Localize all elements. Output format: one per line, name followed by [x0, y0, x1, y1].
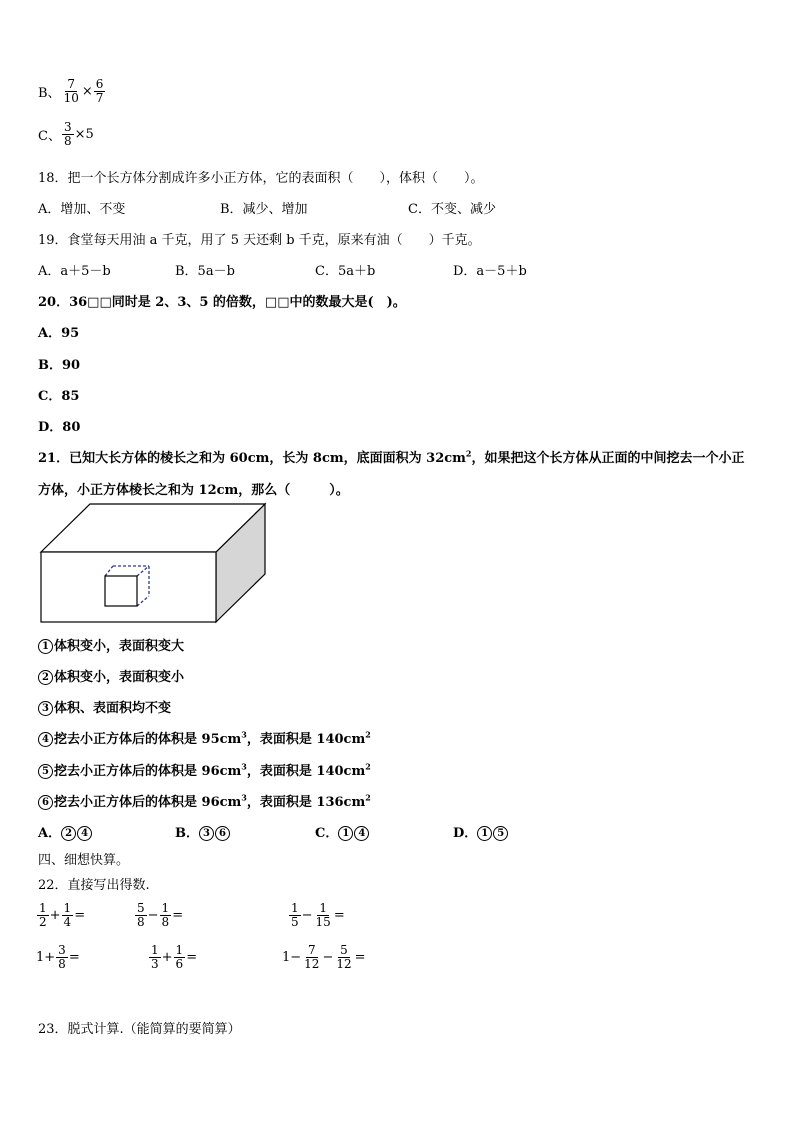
- q19-option-b[interactable]: B．5a－b: [175, 264, 235, 279]
- q18-option-a[interactable]: A．增加、不变: [38, 202, 126, 217]
- q22-title: 22．直接写出得数.: [38, 878, 150, 893]
- circled-number: 1: [38, 639, 53, 654]
- q19-option-d[interactable]: D．a－5＋b: [453, 264, 527, 279]
- q21-cuboid-figure: [36, 500, 272, 626]
- q21-statement-4: 4 挖去小正方体后的体积是 $95cm^3$，表面积是 $140cm^2$: [38, 728, 371, 747]
- circled-number: 5: [38, 764, 53, 779]
- q21-text-line1: 21．已知大长方体的棱长之和为 60cm，长为 8cm，底面面积为 $32cm^2$，如果把这个长方体从正面的中间挖去一个小正: [38, 448, 745, 466]
- q21-option-a[interactable]: A． 2 4: [38, 822, 93, 841]
- circled-number: 2: [38, 670, 53, 685]
- q22-expr-1: $\frac{1}{2}$ + $\frac{1}{4}$ =: [39, 901, 86, 929]
- section-heading: 四、细想快算。: [38, 853, 130, 868]
- q21-statement-5: 5 挖去小正方体后的体积是 $96cm^3$，表面积是 $140cm^2$: [38, 760, 371, 779]
- q19-option-c[interactable]: C．5a＋b: [315, 264, 376, 279]
- q21-statement-3: 3 体积、表面积均不变: [38, 697, 171, 716]
- q22-expr-5: $\frac{1}{3}$ + $\frac{1}{6}$ =: [151, 943, 198, 971]
- q20-option-c[interactable]: C．85: [38, 389, 80, 404]
- q21-option-b[interactable]: B． 3 6: [175, 822, 231, 841]
- q18-option-c[interactable]: C．不变、减少: [408, 202, 496, 217]
- q17-option-b-label: B、: [38, 86, 61, 101]
- q22-expr-6: 1− $\frac{7}{12}$ − $\frac{5}{12}$ =: [282, 943, 366, 971]
- q23-title: 23．脱式计算.（能简算的要简算）: [38, 1022, 241, 1037]
- q17-option-b[interactable]: B、 $\frac{7}{10}$ × $\frac{6}{7}$: [38, 77, 104, 105]
- q21-option-d[interactable]: D． 1 5: [453, 822, 509, 841]
- fraction: $\frac{6}{7}$: [95, 77, 104, 105]
- fraction: $\frac{3}{8}$: [63, 120, 72, 148]
- q21-statement-2: 2 体积变小，表面积变小: [38, 666, 184, 685]
- q21-statement-1: 1 体积变小，表面积变大: [38, 635, 184, 654]
- circled-number: 6: [38, 795, 53, 810]
- q22-expr-3: $\frac{1}{5}$ − $\frac{1}{15}$ =: [291, 901, 345, 929]
- q20-option-d[interactable]: D．80: [38, 420, 81, 435]
- q20-option-a[interactable]: A．95: [38, 326, 80, 341]
- q21-statement-6: 6 挖去小正方体后的体积是 $96cm^3$，表面积是 $136cm^2$: [38, 791, 371, 810]
- q22-expr-2: $\frac{5}{8}$ − $\frac{1}{8}$ =: [137, 901, 184, 929]
- q17-option-c[interactable]: C、 $\frac{3}{8}$ ×5: [38, 120, 94, 148]
- circled-number: 4: [38, 732, 53, 747]
- q19-text: 19．食堂每天用油 a 千克，用了 5 天还剩 b 千克，原来有油（ ）千克。: [38, 233, 481, 248]
- q20-option-b[interactable]: B．90: [38, 358, 81, 373]
- fraction: $\frac{7}{10}$: [63, 77, 79, 105]
- cube-front-face: [105, 576, 137, 606]
- q18-text: 18．把一个长方体分割成许多小正方体，它的表面积（ ），体积（ ）。: [38, 171, 484, 186]
- circled-number: 3: [38, 701, 53, 716]
- q20-text: 20．36□□同时是 2、3、5 的倍数，□□中的数最大是( )。: [38, 295, 406, 310]
- q17-option-c-label: C、: [38, 129, 61, 144]
- q21-text-line2: 方体，小正方体棱长之和为 12cm，那么（ ）。: [38, 483, 349, 498]
- q19-option-a[interactable]: A．a＋5－b: [38, 264, 111, 279]
- q22-expr-4: 1+ $\frac{3}{8}$ =: [36, 943, 80, 971]
- q21-option-c[interactable]: C． 1 4: [315, 822, 370, 841]
- q18-option-b[interactable]: B．减少、增加: [220, 202, 308, 217]
